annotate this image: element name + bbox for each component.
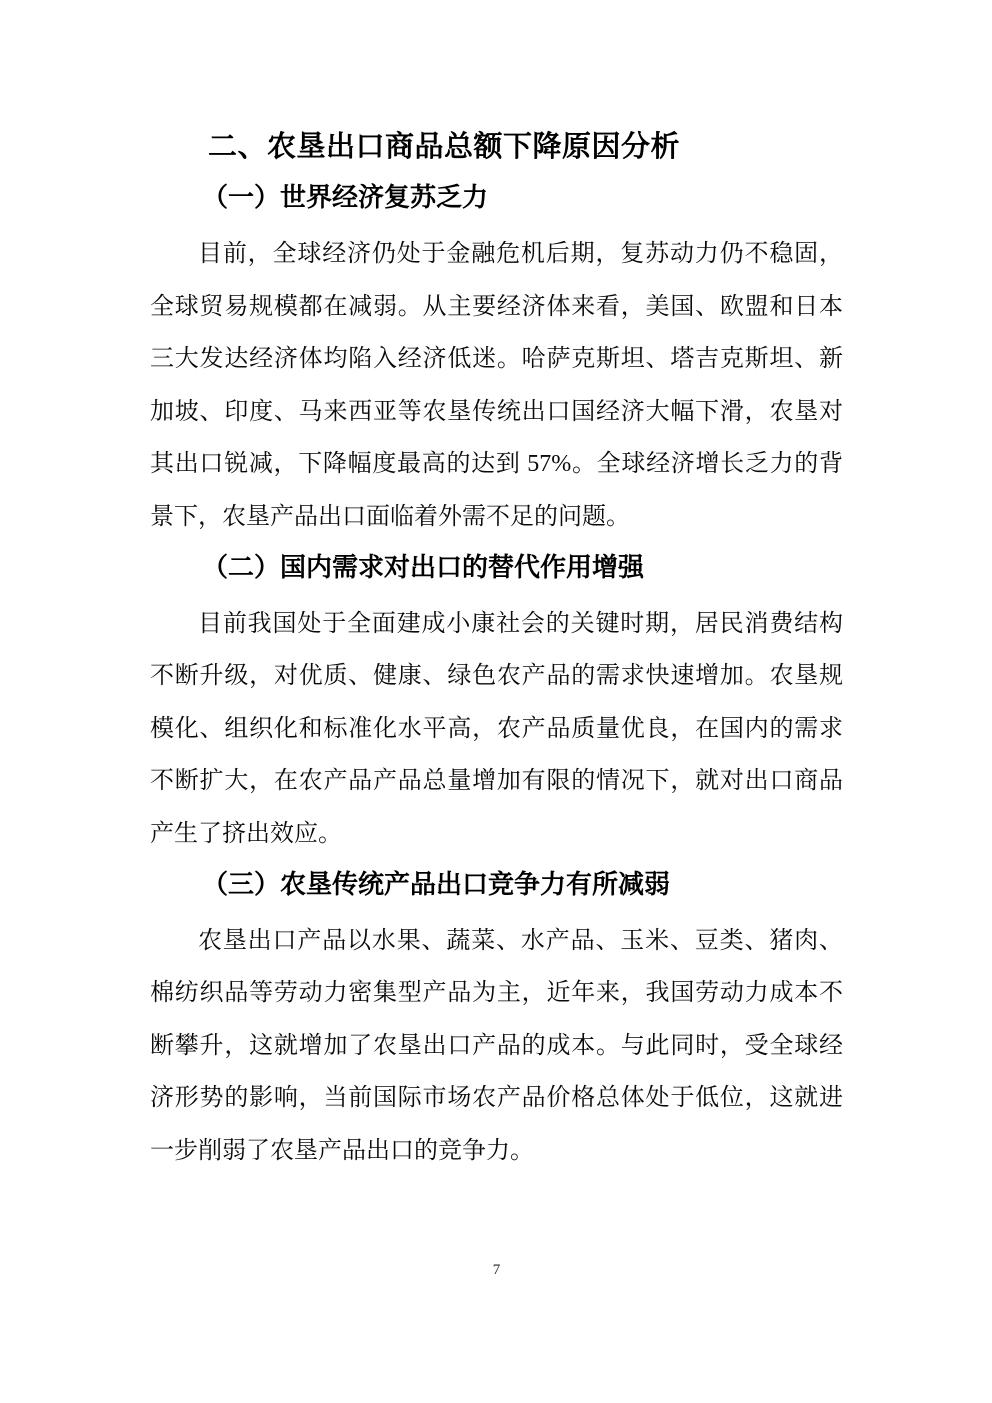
section-subheading: （一）世界经济复苏乏力 [202, 183, 489, 212]
section-domestic-demand [150, 548, 843, 861]
section-paragraph: 目前我国处于全面建成小康社会的关键时期，居民消费结构不断升级，对优质、健康、绿色农产品的需求快速增加。农垦规模化、组织化和标准化水平高，农产品质量优良，在国内的需求不断扩大，在农产品产品总量增加有限的情况下，就对出口商品产生了挤出效应。 [150, 610, 843, 847]
section-subheading: （二）国内需求对出口的替代作用增强 [202, 552, 645, 582]
section-paragraph: 目前，全球经济仍处于金融危机后期，复苏动力仍不稳固，全球贸易规模都在减弱。从主要经济体来看，美国、欧盟和日本三大发达经济体均陷入经济低迷。哈萨克斯坦、塔吉克斯坦、新加坡、印度、马来西亚等农垦传统出口国经济大幅下滑，农垦对其出口锐减，下降幅度最高的达到 57%。全球经济增长乏力的背景下，农垦产品出口面临着外需不足的问题。 [150, 241, 843, 530]
section-subheading: （三）农垦传统产品出口竞争力有所减弱 [202, 869, 671, 899]
section-world-economy [150, 178, 843, 544]
page-number: 7 [492, 1262, 501, 1278]
document-heading: 二、农垦出口商品总额下降原因分析 [208, 131, 681, 163]
section-paragraph: 农垦出口产品以水果、蔬菜、水产品、玉米、豆类、猪肉、棉纺织品等劳动力密集型产品为主，近年来，我国劳动力成本不断攀升，这就增加了农垦出口产品的成本。与此同时，受全球经济形势的影响，当前国际市场农产品价格总体处于低位，这就进一步削弱了农垦产品出口的竞争力。 [150, 927, 843, 1164]
section-export-competitiveness [150, 865, 843, 1178]
